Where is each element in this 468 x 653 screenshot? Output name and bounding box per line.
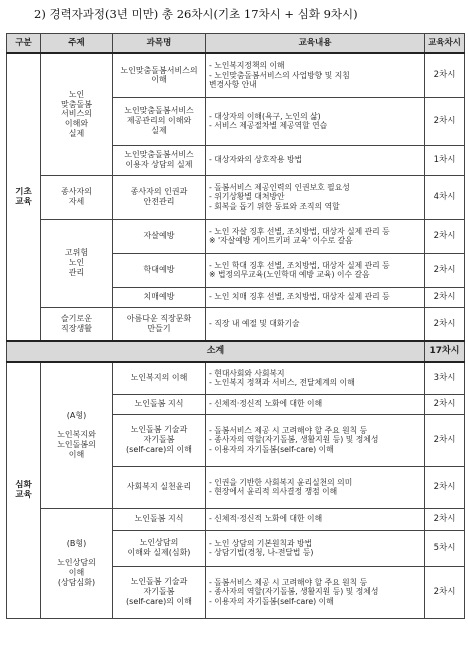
text-line: 변경사항 안내 bbox=[209, 80, 257, 89]
text-line: - 이용자의 자기돌봄(self-care) 이해 bbox=[209, 444, 334, 454]
text-line: 이해 bbox=[68, 567, 85, 577]
text-line: 학대예방 bbox=[143, 265, 175, 275]
content-cell bbox=[206, 394, 425, 414]
topic-cell bbox=[41, 53, 113, 175]
text-line: 노인상담의 bbox=[139, 538, 179, 548]
subject-cell bbox=[113, 508, 206, 530]
text-line: 자기돌봄 bbox=[143, 435, 175, 445]
text-line: - 종사자의 역할(자기돌봄, 생활지원 등) 및 정체성 bbox=[209, 435, 379, 445]
subject-cell bbox=[113, 219, 206, 253]
text-line: 노인돌봄 기술과 bbox=[130, 577, 188, 587]
sessions-cell: 2차시 bbox=[425, 219, 465, 253]
text-line: 고위험 bbox=[64, 248, 89, 258]
text-line: 이해 bbox=[151, 75, 167, 85]
text-line: 서비스의 bbox=[61, 109, 92, 119]
sessions-cell: 1차시 bbox=[425, 145, 465, 175]
topic-cell bbox=[41, 508, 113, 618]
text-line: - 이용자의 자기돌봄(self-care) 이해 bbox=[209, 596, 334, 606]
table-row bbox=[7, 219, 465, 253]
sessions-cell: 5차시 bbox=[425, 530, 465, 566]
subject-cell bbox=[113, 530, 206, 566]
content-cell bbox=[206, 414, 425, 466]
text-line: - 노인맞춤돌봄서비스의 사업방향 및 지침 bbox=[209, 70, 350, 80]
text-line: 사회복지 실천윤리 bbox=[126, 482, 192, 492]
text-line: 노인돌봄의 bbox=[57, 440, 96, 450]
text-line: - 노인 상담의 기본원칙과 방법 bbox=[209, 538, 313, 548]
subject-cell bbox=[113, 97, 206, 145]
text-line: - 종사자의 역할(자기돌봄, 생활지원 등) 및 정체성 bbox=[209, 587, 379, 597]
text-line: 이해 bbox=[68, 449, 85, 459]
text-line: 이해와 실제(심화) bbox=[127, 548, 191, 557]
subject-cell bbox=[113, 466, 206, 508]
text-line: 노인 bbox=[68, 258, 85, 268]
subtotal-row bbox=[7, 341, 465, 362]
text-line: - 현장에서 윤리적 의사결정 쟁점 이해 bbox=[209, 487, 338, 496]
text-line: - 돌봄서비스 제공 시 고려해야 할 주요 원칙 등 bbox=[209, 577, 368, 587]
text-line: (self-care)의 이해 bbox=[126, 444, 192, 454]
header-row bbox=[7, 34, 465, 54]
text-line: 종사자의 인권과 bbox=[130, 187, 188, 197]
course-heading: 2) 경력자과정(3년 미만) 총 26차시(기초 17차시 + 심화 9차시) bbox=[34, 7, 358, 21]
text-line: 노인복지의 이해 bbox=[130, 373, 188, 383]
text-line: - 노인 자살 징후 선별, 조치방법, 대상자 실제 관리 등 bbox=[209, 226, 390, 236]
text-line: 노인맞춤돌봄서비스 bbox=[124, 150, 194, 160]
text-line: ※ '자살예방 게이트키퍼 교육' 이수로 갈음 bbox=[209, 236, 353, 245]
text-line: 교육 bbox=[15, 197, 32, 207]
col-topic: 주제 bbox=[41, 34, 113, 54]
sessions-cell: 3차시 bbox=[425, 362, 465, 394]
subject-cell bbox=[113, 414, 206, 466]
text-line: 맞춤돌봄 bbox=[61, 99, 92, 109]
text-line: 노인맞춤돌봄서비스 bbox=[124, 106, 194, 116]
subject-cell bbox=[113, 307, 206, 341]
text-line: - 노인 치매 징후 선별, 조치방법, 대상자 실제 관리 등 bbox=[209, 292, 390, 302]
text-line bbox=[44, 421, 109, 431]
text-line: - 대상자와의 상호작용 방법 bbox=[209, 155, 303, 165]
text-line: - 현대사회와 사회복지 bbox=[209, 368, 285, 378]
sessions-cell: 4차시 bbox=[425, 175, 465, 219]
text-line: - 노인복지정책의 이해 bbox=[209, 61, 285, 70]
topic-cell bbox=[41, 175, 113, 219]
text-line: - 서비스 제공절차별 제공역할 연습 bbox=[209, 121, 328, 130]
sessions-cell: 2차시 bbox=[425, 53, 465, 97]
table-row bbox=[7, 307, 465, 341]
text-line: 노인복지와 bbox=[57, 430, 96, 440]
col-content: 교육내용 bbox=[206, 34, 425, 54]
content-cell bbox=[206, 97, 425, 145]
content-cell bbox=[206, 530, 425, 566]
content-cell bbox=[206, 287, 425, 307]
text-line: - 대상자의 이해(욕구, 노인의 삶) bbox=[209, 111, 321, 121]
text-line: - 돌봄서비스 제공인력의 인권보호 필요성 bbox=[209, 182, 350, 192]
text-line: 직장생활 bbox=[61, 323, 92, 333]
content-cell bbox=[206, 53, 425, 97]
text-line: 실제 bbox=[68, 128, 85, 138]
content-cell bbox=[206, 253, 425, 287]
table-row bbox=[7, 362, 465, 394]
col-sessions: 교육차시 bbox=[425, 34, 465, 54]
text-line: 교육 bbox=[15, 490, 32, 501]
text-line: 심화 bbox=[15, 479, 32, 490]
text-line: 종사자의 bbox=[61, 187, 92, 197]
topic-cell bbox=[41, 219, 113, 307]
content-cell bbox=[206, 466, 425, 508]
text-line: - 상담기법(경청, 나-전달법 등) bbox=[209, 548, 314, 557]
text-line: - 신체적·정신적 노화에 대한 이해 bbox=[209, 399, 323, 409]
subject-cell bbox=[113, 175, 206, 219]
subject-cell bbox=[113, 394, 206, 414]
content-cell bbox=[206, 566, 425, 618]
content-cell bbox=[206, 508, 425, 530]
text-line: 자세 bbox=[68, 197, 85, 206]
text-line: (B형) bbox=[66, 538, 87, 548]
text-line: 관리 bbox=[68, 267, 85, 277]
text-line: 안전관리 bbox=[143, 197, 175, 206]
sessions-cell: 2차시 bbox=[425, 307, 465, 341]
content-cell bbox=[206, 175, 425, 219]
text-line: 노인돌봄 지식 bbox=[134, 399, 184, 409]
curriculum-table bbox=[6, 33, 465, 619]
text-line: 자살예방 bbox=[143, 231, 175, 241]
subject-cell bbox=[113, 53, 206, 97]
text-line: - 직장 내 예절 및 대화기술 bbox=[209, 319, 300, 328]
text-line: 이해와 bbox=[64, 119, 89, 129]
subject-cell bbox=[113, 145, 206, 175]
topic-cell bbox=[41, 307, 113, 341]
text-line: 노인돌봄 기술과 bbox=[130, 425, 188, 435]
text-line: 이용자 상담의 실제 bbox=[125, 160, 193, 169]
content-cell bbox=[206, 219, 425, 253]
content-cell bbox=[206, 362, 425, 394]
text-line: - 신체적·정신적 노화에 대한 이해 bbox=[209, 514, 323, 524]
text-line: - 회복을 돕기 위한 동료와 조직의 역할 bbox=[209, 201, 340, 211]
text-line: 슬기로운 bbox=[61, 314, 92, 323]
sessions-cell: 2차시 bbox=[425, 466, 465, 508]
subject-cell bbox=[113, 287, 206, 307]
text-line bbox=[44, 548, 109, 558]
sessions-cell: 2차시 bbox=[425, 414, 465, 466]
sessions-cell: 2차시 bbox=[425, 394, 465, 414]
subject-cell bbox=[113, 362, 206, 394]
text-line: - 노인복지 정책과 서비스, 전달체계의 이해 bbox=[209, 378, 355, 388]
text-line: - 인권을 기반한 사회복지 윤리실천의 의미 bbox=[209, 477, 353, 487]
table-row bbox=[7, 175, 465, 219]
topic-cell bbox=[41, 362, 113, 508]
text-line: 기초 bbox=[15, 186, 32, 197]
subject-cell bbox=[113, 253, 206, 287]
content-cell bbox=[206, 145, 425, 175]
text-line: 만들기 bbox=[147, 323, 171, 333]
subtotal-value: 17차시 bbox=[425, 341, 465, 362]
text-line: 노인 bbox=[68, 89, 85, 99]
subtotal-label: 소계 bbox=[7, 341, 425, 362]
text-line: 노인돌봄 지식 bbox=[134, 514, 184, 524]
text-line: 노인맞춤돌봄서비스의 bbox=[120, 65, 198, 75]
table-row bbox=[7, 508, 465, 530]
group-basic bbox=[7, 53, 41, 341]
text-line: - 돌봄서비스 제공 시 고려해야 할 주요 원칙 등 bbox=[209, 425, 368, 435]
text-line: ※ 법정의무교육(노인학대 예방 교육) 이수 갈음 bbox=[209, 270, 370, 279]
text-line: (A형) bbox=[66, 410, 87, 420]
text-line: - 위기상황별 대처방안 bbox=[209, 192, 285, 202]
subject-cell bbox=[113, 566, 206, 618]
sessions-cell: 2차시 bbox=[425, 97, 465, 145]
text-line: (상담심화) bbox=[57, 577, 96, 587]
col-subject: 과목명 bbox=[113, 34, 206, 54]
text-line: (self-care)의 이해 bbox=[126, 596, 192, 606]
sessions-cell: 2차시 bbox=[425, 253, 465, 287]
text-line: 제공관리의 이해와 bbox=[126, 116, 192, 126]
col-category: 구분 bbox=[7, 34, 41, 54]
table-row bbox=[7, 53, 465, 97]
sessions-cell: 2차시 bbox=[425, 508, 465, 530]
sessions-cell: 2차시 bbox=[425, 287, 465, 307]
text-line: - 노인 학대 징후 선별, 조치방법, 대상자 실제 관리 등 bbox=[209, 260, 390, 270]
sessions-cell: 2차시 bbox=[425, 566, 465, 618]
group-advanced bbox=[7, 362, 41, 618]
text-line: 자기돌봄 bbox=[143, 587, 175, 597]
text-line: 치매예방 bbox=[143, 292, 175, 302]
content-cell bbox=[206, 307, 425, 341]
text-line: 아름다운 직장문화 bbox=[126, 314, 192, 323]
text-line: 실제 bbox=[151, 125, 167, 135]
text-line: 노인상담의 bbox=[57, 558, 96, 568]
